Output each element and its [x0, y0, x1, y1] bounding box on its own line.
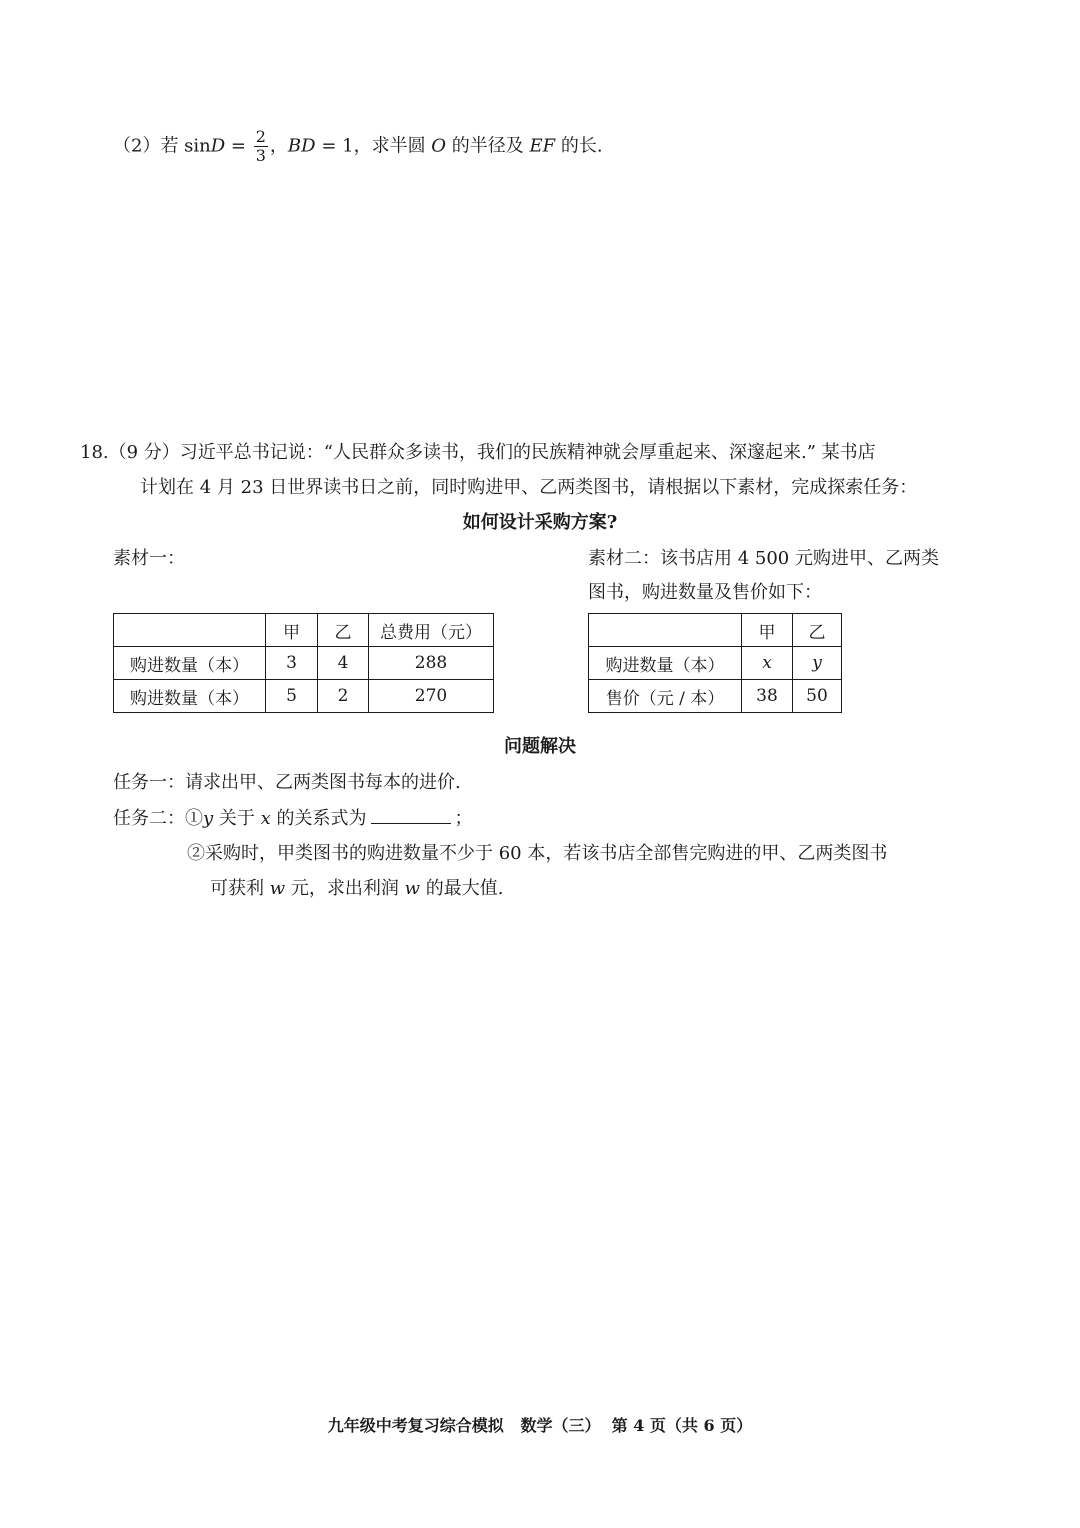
fraction-two-thirds: [254, 128, 268, 165]
var-y: y: [203, 808, 214, 829]
task2-end: ；: [454, 808, 473, 829]
table-cell: 270: [369, 680, 494, 713]
task2-part1: [113, 805, 473, 832]
table-row: [114, 614, 494, 647]
table-cell: 3: [266, 647, 318, 680]
table-cell: [114, 614, 266, 647]
q18-line2: 计划在 4 月 23 日世界读书日之前，同时购进甲、乙两类图书，请根据以下素材，完成探索任务：: [140, 477, 918, 498]
table-cell: x: [742, 647, 793, 680]
material1-table: [113, 613, 494, 713]
task2-2-text-a: 可获利: [210, 878, 270, 899]
task2-part2-line1: ②采购时，甲类图书的购进数量不少于 60 本，若该书店全部售完购进的甲、乙两类图书: [187, 843, 888, 864]
table-cell: 购进数量（本）: [114, 647, 266, 680]
table-header: 乙: [793, 614, 842, 647]
table-cell: [589, 614, 742, 647]
var-BD: BD: [287, 135, 316, 157]
table-cell: 38: [742, 680, 793, 713]
q17-part2-label: （2）若 sin: [113, 135, 211, 157]
q18-line1: 18.（9 分）习近平总书记说：“人民群众多读书，我们的民族精神就会厚重起来、深邃起来.” 某书店: [80, 442, 876, 463]
table-cell: 购进数量（本）: [114, 680, 266, 713]
task2-suffix: 的关系式为: [270, 808, 367, 829]
q17-text-1: ，: [269, 135, 288, 157]
table-cell: 5: [266, 680, 318, 713]
task2-2-text-c: 的最大值.: [420, 878, 504, 899]
var-EF: EF: [529, 135, 556, 157]
fraction-denominator: 3: [255, 146, 266, 165]
table-header: 甲: [266, 614, 318, 647]
problem-heading: 问题解决: [504, 736, 576, 757]
task1: 任务一：请求出甲、乙两类图书每本的进价.: [113, 772, 461, 793]
q17-text-4: 的长.: [555, 135, 603, 157]
table-header: 甲: [742, 614, 793, 647]
page-footer: 九年级中考复习综合模拟 数学（三） 第 4 页（共 6 页）: [327, 1416, 753, 1435]
table-row: [589, 680, 842, 713]
table-cell: 售价（元 / 本）: [589, 680, 742, 713]
q17-part2: [113, 128, 603, 165]
var-D: D: [210, 135, 226, 157]
task2-mid: 关于: [213, 808, 261, 829]
q17-text-3: 的半径及: [446, 135, 530, 157]
material2-line1: 素材二：该书店用 4 500 元购进甲、乙两类: [588, 548, 939, 569]
table-cell: y: [793, 647, 842, 680]
var-O: O: [431, 135, 447, 157]
table-cell: 50: [793, 680, 842, 713]
table-header: 总费用（元）: [369, 614, 494, 647]
table-cell: 购进数量（本）: [589, 647, 742, 680]
material1-label: 素材一：: [113, 548, 185, 569]
answer-blank[interactable]: [371, 805, 451, 824]
task2-2-text-b: 元，求出利润: [285, 878, 405, 899]
var-x: x: [260, 808, 271, 829]
table-cell: 288: [369, 647, 494, 680]
material2-table: [588, 613, 842, 713]
var-w: w: [404, 878, 421, 899]
material2-line2: 图书，购进数量及售价如下：: [588, 582, 822, 603]
table-cell: 4: [318, 647, 369, 680]
table-row: [114, 680, 494, 713]
table-cell: 2: [318, 680, 369, 713]
fraction-numerator: 2: [255, 127, 266, 146]
q17-text-2: = 1，求半圆: [315, 135, 432, 157]
table-header: 乙: [318, 614, 369, 647]
table-row: [114, 647, 494, 680]
table-row: [589, 647, 842, 680]
var-w: w: [269, 878, 286, 899]
table-row: [589, 614, 842, 647]
task2-prefix: 任务二：①: [113, 808, 203, 829]
equals-sign: =: [225, 135, 252, 157]
q18-heading: 如何设计采购方案?: [462, 512, 618, 533]
task2-part2-line2: [210, 876, 503, 902]
